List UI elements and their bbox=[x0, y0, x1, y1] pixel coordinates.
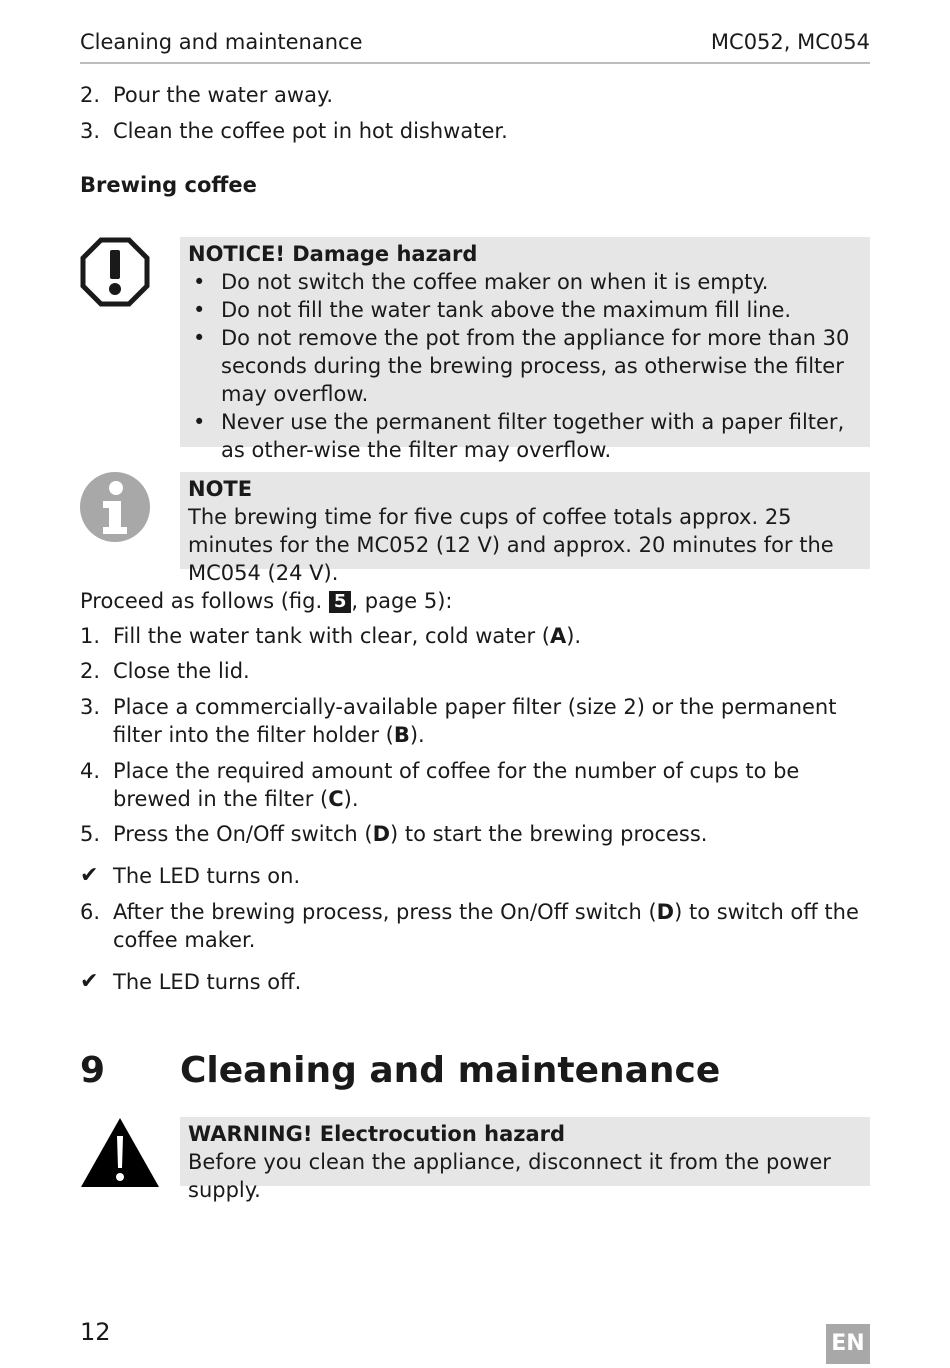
running-header-title: Cleaning and maintenance bbox=[80, 30, 363, 54]
proceed-line: Proceed as follows (fig. 5 , page 5): bbox=[80, 589, 453, 613]
checkmark-icon: ✔ bbox=[80, 969, 99, 994]
warning-triangle-icon bbox=[79, 1116, 161, 1189]
page-number: 12 bbox=[80, 1318, 111, 1346]
warning-text: Before you clean the appliance, disconnect it from the power supply. bbox=[188, 1150, 831, 1202]
warning-box bbox=[180, 1117, 870, 1202]
checkmark-icon: ✔ bbox=[80, 863, 99, 888]
info-icon bbox=[79, 471, 151, 543]
warning-title: WARNING! Electrocution hazard bbox=[188, 1122, 566, 1146]
chapter-title: Cleaning and maintenance bbox=[180, 1050, 721, 1091]
language-badge: EN bbox=[826, 1324, 870, 1364]
notice-bullet: • Do not fill the water tank above the maximum fill line. bbox=[193, 298, 792, 322]
notice-title: NOTICE! Damage hazard bbox=[188, 242, 478, 266]
figure-reference-badge: 5 bbox=[329, 591, 352, 613]
notice-bullet: • Do not switch the coffee maker on when it is empty. bbox=[193, 270, 769, 294]
notice-bullet: • Do not remove the pot from the appliance for more than 30 seconds during the brewing process, as otherwise the filter may overflow. bbox=[193, 326, 850, 406]
note-box bbox=[180, 472, 870, 585]
note-title: NOTE bbox=[188, 477, 253, 501]
section-heading: Brewing coffee bbox=[80, 173, 257, 197]
note-text: The brewing time for five cups of coffee totals approx. 25 minutes for the MC052 (12 V) and approx. 20 minutes for the MC054 (24 V). bbox=[188, 505, 834, 585]
notice-box bbox=[180, 237, 870, 462]
header-divider bbox=[80, 62, 870, 64]
running-header-model: MC052, MC054 bbox=[710, 30, 870, 54]
notice-bullet: • Never use the permanent filter together with a paper filter, as other-wise the filter may overflow. bbox=[193, 410, 845, 462]
notice-octagon-icon bbox=[80, 237, 150, 307]
chapter-number: 9 bbox=[80, 1050, 106, 1091]
